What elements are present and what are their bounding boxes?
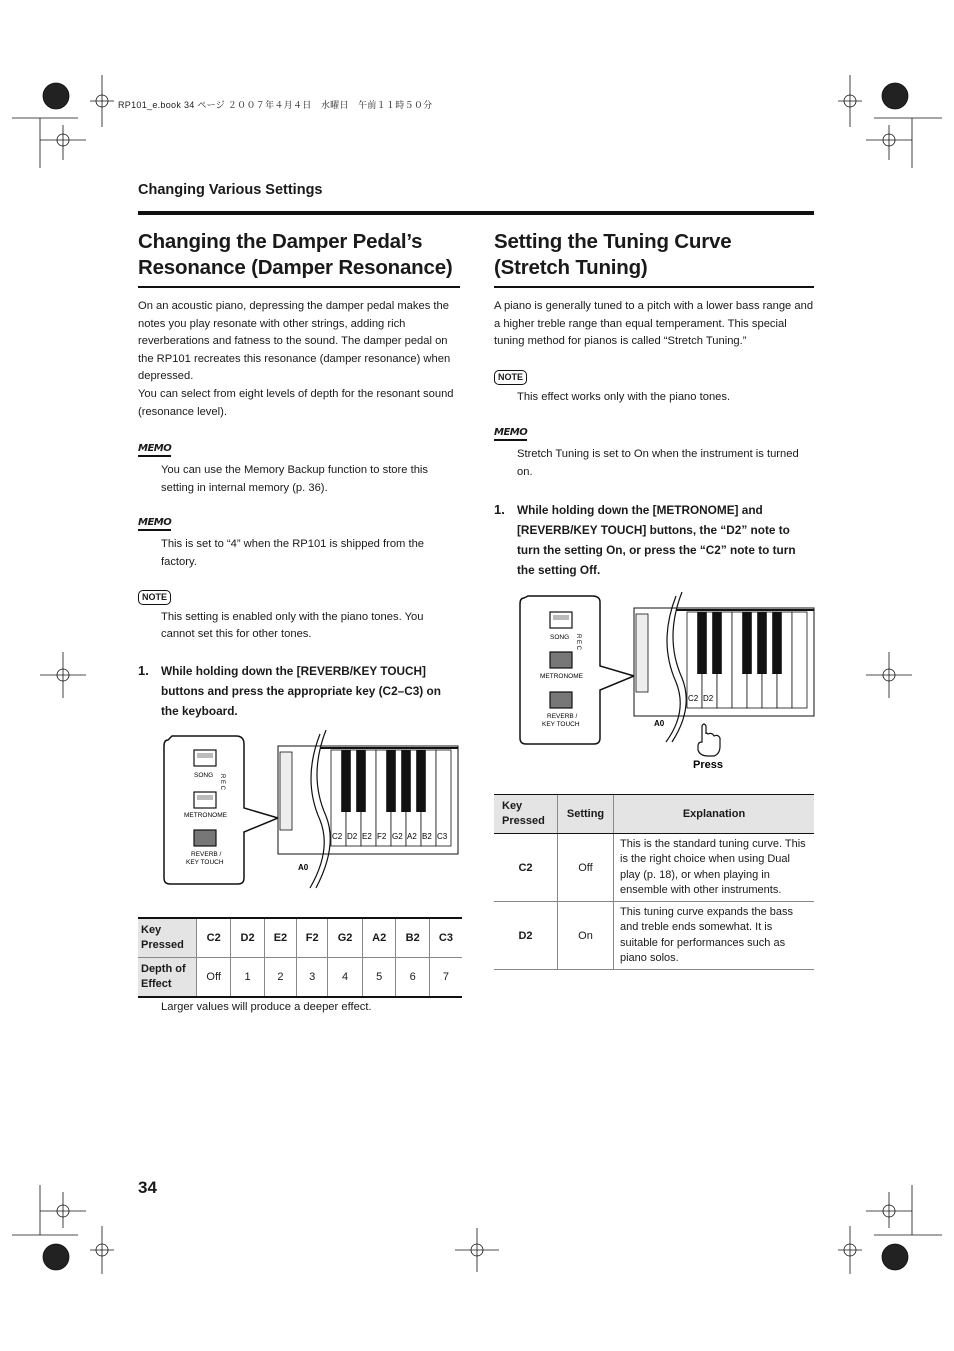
cell: 7 xyxy=(429,958,462,998)
memo-block-1 xyxy=(138,438,460,497)
memo-text: Stretch Tuning is set to On when the instrument is turned on. xyxy=(517,448,799,478)
cell-setting: Off xyxy=(558,834,614,902)
key-label: D2 xyxy=(703,694,714,703)
table-row xyxy=(494,902,814,970)
key-label: C2 xyxy=(688,694,699,703)
press-label: Press xyxy=(693,759,723,771)
section-title-damper xyxy=(138,229,460,281)
note-text: This effect works only with the piano tones. xyxy=(517,390,731,403)
memo-block xyxy=(494,422,814,481)
tuning-table xyxy=(494,794,814,970)
cell-key: D2 xyxy=(494,902,558,970)
page-number: 34 xyxy=(138,1178,157,1197)
key-label: D2 xyxy=(347,832,358,841)
note-icon: NOTE xyxy=(138,590,171,605)
note-icon: NOTE xyxy=(494,370,527,385)
note-block xyxy=(494,367,814,407)
metronome-label: METRONOME xyxy=(540,673,583,680)
panel-keyboard-illustration-left xyxy=(160,730,460,890)
a0-label: A0 xyxy=(654,719,665,728)
reverb-label: REVERB / xyxy=(191,851,222,858)
key-label: C2 xyxy=(332,832,343,841)
depth-table xyxy=(138,917,462,998)
panel-keyboard-illustration-right xyxy=(516,592,816,772)
step-1 xyxy=(138,661,460,721)
title-rule xyxy=(138,286,460,288)
right-section xyxy=(494,229,814,580)
running-head: Changing Various Settings xyxy=(138,182,323,198)
cell: 6 xyxy=(396,958,429,998)
row-header: Key Pressed xyxy=(138,918,197,958)
black-key xyxy=(772,612,782,674)
memo-block-2 xyxy=(138,512,460,571)
memo-icon: MEMO xyxy=(138,517,171,531)
key-label: C3 xyxy=(437,832,448,841)
white-key xyxy=(792,612,807,708)
cell: 2 xyxy=(264,958,296,998)
key-label: A2 xyxy=(407,832,417,841)
footnote: Larger values will produce a deeper effect. xyxy=(161,1001,372,1013)
table-row xyxy=(494,834,814,902)
cell: A2 xyxy=(362,918,395,958)
cell: C2 xyxy=(197,918,231,958)
cell-explanation: This is the standard tuning curve. This is the right choice when using Dual play (p. 18), or when playing in ensemble with other instruments. xyxy=(614,834,815,902)
col-header-key: Key Pressed xyxy=(494,795,558,834)
black-key xyxy=(341,750,351,812)
keytouch-label: KEY TOUCH xyxy=(542,721,580,728)
cell: G2 xyxy=(328,918,363,958)
cell: F2 xyxy=(297,918,328,958)
step-1 xyxy=(494,500,814,580)
memo-text: You can use the Memory Backup function to store this setting in internal memory (p. 36). xyxy=(161,464,428,494)
cell: D2 xyxy=(231,918,264,958)
black-key xyxy=(742,612,752,674)
keytouch-label: KEY TOUCH xyxy=(186,859,224,866)
song-label: SONG xyxy=(194,772,214,779)
cell-key: C2 xyxy=(494,834,558,902)
cell: 4 xyxy=(328,958,363,998)
black-key xyxy=(712,612,722,674)
rec-label: R E C xyxy=(575,634,581,651)
key-label: G2 xyxy=(392,832,403,841)
cell: C3 xyxy=(429,918,462,958)
col-header-explanation: Explanation xyxy=(614,795,815,834)
cell-setting: On xyxy=(558,902,614,970)
memo-text: This is set to “4” when the RP101 is shipped from the factory. xyxy=(161,538,425,568)
title-line-1: Changing the Damper Pedal’s xyxy=(138,230,423,253)
intro-paragraph-2: You can select from eight levels of depth for the resonant sound (resonance level). xyxy=(138,387,454,418)
step-text: While holding down the [METRONOME] and [REVERB/KEY TOUCH] buttons, the “D2” note to turn the setting On, or press the “C2” note to turn the setting Off. xyxy=(517,502,796,577)
title-line-2: Resonance (Damper Resonance) xyxy=(138,256,453,279)
cell: Off xyxy=(197,958,231,998)
row-header: Depth of Effect xyxy=(138,958,197,998)
memo-icon: MEMO xyxy=(138,443,171,457)
cell-explanation: This tuning curve expands the bass and treble ends somewhat. It is suitable for performances such as piano solos. xyxy=(614,902,815,970)
cell: 1 xyxy=(231,958,264,998)
reverb-label: REVERB / xyxy=(547,713,578,720)
memo-icon: MEMO xyxy=(494,427,527,441)
step-number: 1. xyxy=(138,662,149,678)
pointing-hand-icon xyxy=(698,724,720,756)
rec-label: R E C xyxy=(219,774,225,791)
step-text: While holding down the [REVERB/KEY TOUCH] buttons and press the appropriate key (C2–C3) on the keyboard. xyxy=(161,663,441,718)
black-key xyxy=(757,612,767,674)
title-line-1: Setting the Tuning Curve xyxy=(494,230,732,253)
cell: 5 xyxy=(362,958,395,998)
cell: 3 xyxy=(297,958,328,998)
key-label: E2 xyxy=(362,832,372,841)
title-line-2: (Stretch Tuning) xyxy=(494,256,648,279)
black-key xyxy=(386,750,396,812)
print-header: RP101_e.book 34 ページ ２００７年４月４日 水曜日 午前１１時５０分 xyxy=(118,100,433,110)
table-header-row xyxy=(494,795,814,834)
black-key xyxy=(356,750,366,812)
col-header-setting: Setting xyxy=(558,795,614,834)
song-label: SONG xyxy=(550,634,570,641)
black-key xyxy=(697,612,707,674)
table-row xyxy=(138,958,462,998)
cell: B2 xyxy=(396,918,429,958)
a0-label: A0 xyxy=(298,863,309,872)
black-key xyxy=(416,750,426,812)
cell: E2 xyxy=(264,918,296,958)
key-label: B2 xyxy=(422,832,432,841)
black-key xyxy=(401,750,411,812)
note-text: This setting is enabled only with the piano tones. You cannot set this for other tones. xyxy=(161,610,424,641)
key-label: F2 xyxy=(377,832,387,841)
section-title-stretch xyxy=(494,229,814,281)
table-row xyxy=(138,918,462,958)
intro-paragraph: A piano is generally tuned to a pitch with a lower bass range and a higher treble range than equal temperament. This special tuning method for pianos is called “Stretch Tuning.” xyxy=(494,300,814,348)
title-rule xyxy=(494,286,814,288)
intro-paragraph: On an acoustic piano, depressing the damper pedal makes the notes you play resonate with other strings, adding rich reverberations and fatness to the sound. The damper pedal on the RP101 recreates this resonance (damper resonance) when depressed. xyxy=(138,300,451,383)
metronome-label: METRONOME xyxy=(184,812,227,819)
left-section xyxy=(138,229,460,721)
step-number: 1. xyxy=(494,501,505,517)
note-block xyxy=(138,587,460,644)
header-rule xyxy=(138,211,814,215)
